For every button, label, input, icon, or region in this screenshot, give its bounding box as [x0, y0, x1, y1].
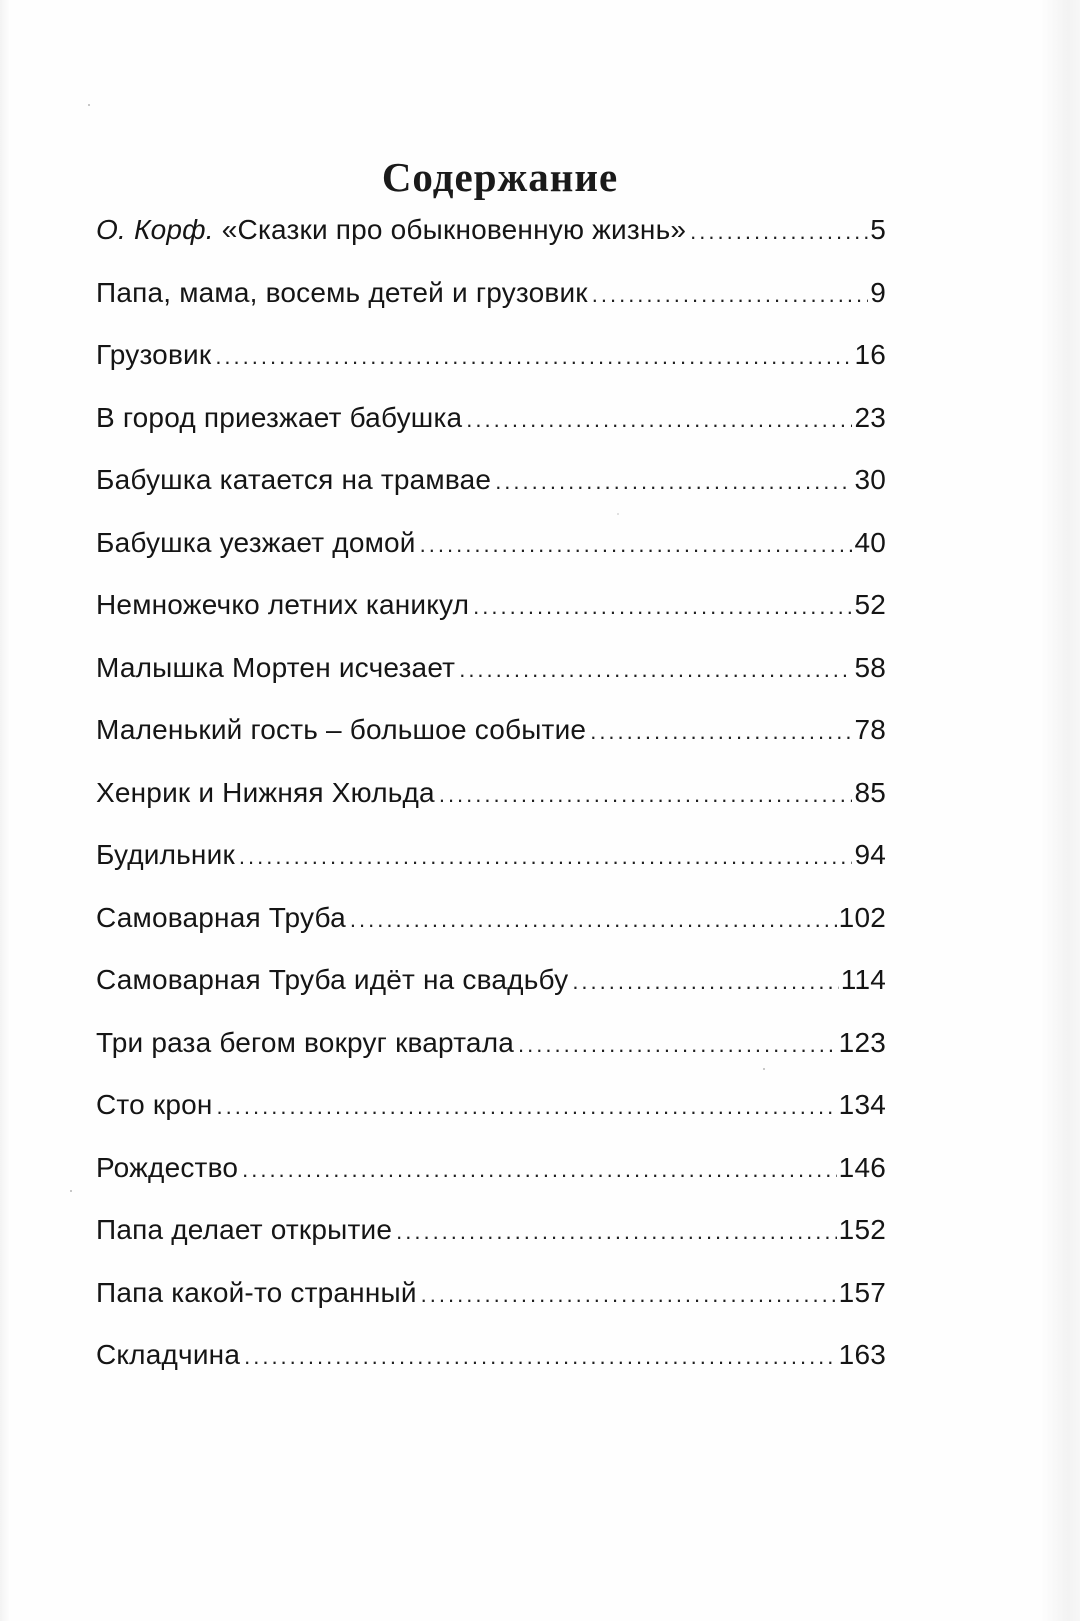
- page-title: Содержание: [381, 154, 619, 201]
- toc-entry-page: 58: [854, 651, 886, 683]
- toc-entry-page: 78: [854, 714, 886, 745]
- toc-entry-title: Самоварная Труба: [96, 901, 346, 933]
- toc-entry[interactable]: [96, 589, 886, 652]
- toc-entry-title: Немножечко летних каникул: [96, 589, 470, 620]
- dot-leader: [590, 719, 852, 745]
- scan-speck: [70, 1190, 72, 1192]
- toc-entry-page: 163: [838, 1339, 886, 1370]
- toc-entry[interactable]: [96, 527, 886, 590]
- toc-entry-page: 9: [870, 276, 886, 308]
- dot-leader: [421, 1282, 837, 1308]
- toc-entry-title: Три раза бегом вокруг квартала: [96, 1026, 515, 1058]
- dot-leader: [690, 219, 868, 245]
- toc-entry-page: 52: [854, 589, 886, 620]
- toc-entry-title-text: «Сказки про обыкновенную жизнь»: [221, 214, 687, 245]
- dot-leader: [420, 532, 853, 558]
- toc-entry-title: Рождество: [96, 1151, 239, 1183]
- toc-entry-page: 5: [870, 214, 886, 245]
- toc-entry-title: Папа делает открытие: [96, 1214, 393, 1245]
- toc-entry-page: 123: [838, 1026, 886, 1058]
- toc-entry-title: Папа, мама, восемь детей и грузовик: [96, 276, 588, 308]
- toc-entry[interactable]: [96, 1214, 886, 1277]
- toc-entry-page: 85: [854, 776, 886, 808]
- toc-entry[interactable]: [96, 1339, 886, 1402]
- dot-leader: [459, 657, 852, 683]
- toc-entry[interactable]: [96, 1152, 886, 1215]
- toc-entry[interactable]: [96, 277, 886, 340]
- toc-entry-title: Складчина: [96, 1339, 241, 1370]
- toc-entry[interactable]: [96, 214, 886, 277]
- dot-leader: [350, 907, 837, 933]
- dot-leader: [239, 844, 853, 870]
- toc-entry-page: 94: [854, 839, 886, 870]
- dot-leader: [439, 782, 853, 808]
- toc-entry-page: 40: [854, 526, 886, 558]
- toc-entry-title: В город приезжает бабушка: [96, 401, 463, 433]
- toc-entry[interactable]: [96, 964, 886, 1027]
- toc-entry[interactable]: [96, 652, 886, 715]
- toc-entry[interactable]: [96, 714, 886, 777]
- toc-entry-title: Папа какой-то странный: [96, 1276, 417, 1308]
- toc-entry-title: Грузовик: [96, 339, 212, 370]
- page-left-edge-shadow: [0, 0, 10, 1621]
- toc-entry-title: Хенрик и Нижняя Хюльда: [96, 776, 435, 808]
- dot-leader: [244, 1344, 837, 1370]
- toc-entry-title: Малышка Мортен исчезает: [96, 651, 456, 683]
- dot-leader: [396, 1219, 837, 1245]
- toc-entry-page: 23: [854, 401, 886, 433]
- toc-entry-page: 114: [840, 964, 886, 995]
- toc-entry[interactable]: [96, 777, 886, 840]
- toc-entry[interactable]: [96, 464, 886, 527]
- toc-entry[interactable]: [96, 1089, 886, 1152]
- toc-entry[interactable]: [96, 839, 886, 902]
- toc-entry[interactable]: [96, 1027, 886, 1090]
- dot-leader: [473, 594, 852, 620]
- toc-entry-title: Бабушка уезжает домой: [96, 526, 416, 558]
- dot-leader: [217, 1094, 837, 1120]
- toc-entry-page: 16: [854, 339, 886, 370]
- toc-entry-page: 146: [838, 1151, 886, 1183]
- toc-entry[interactable]: [96, 402, 886, 465]
- toc-entry-title: Маленький гость – большое событие: [96, 714, 587, 745]
- toc-entry-title: Сто крон: [96, 1089, 213, 1120]
- dot-leader: [518, 1032, 837, 1058]
- dot-leader: [495, 469, 852, 495]
- toc-entry-page: 157: [838, 1276, 886, 1308]
- table-of-contents: [96, 214, 886, 1402]
- toc-entry-page: 30: [854, 464, 886, 495]
- toc-entry-title: Бабушка катается на трамвае: [96, 464, 492, 495]
- toc-entry-title: Будильник: [96, 839, 235, 870]
- toc-entry-title: Самоварная Труба идёт на свадьбу: [96, 964, 569, 995]
- dot-leader: [215, 344, 852, 370]
- scan-speck: [88, 104, 90, 106]
- dot-leader: [572, 969, 838, 995]
- toc-entry[interactable]: [96, 902, 886, 965]
- page-right-edge-shadow: [1040, 0, 1080, 1621]
- toc-entry-page: 102: [838, 901, 886, 933]
- dot-leader: [592, 282, 868, 308]
- toc-entry[interactable]: [96, 339, 886, 402]
- toc-entry-page: 134: [838, 1089, 886, 1120]
- dot-leader: [242, 1157, 837, 1183]
- toc-entry-page: 152: [838, 1214, 886, 1245]
- toc-entry-author: О. Корф.: [96, 214, 214, 245]
- toc-entry[interactable]: [96, 1277, 886, 1340]
- dot-leader: [466, 407, 852, 433]
- toc-entry-title: [96, 214, 686, 246]
